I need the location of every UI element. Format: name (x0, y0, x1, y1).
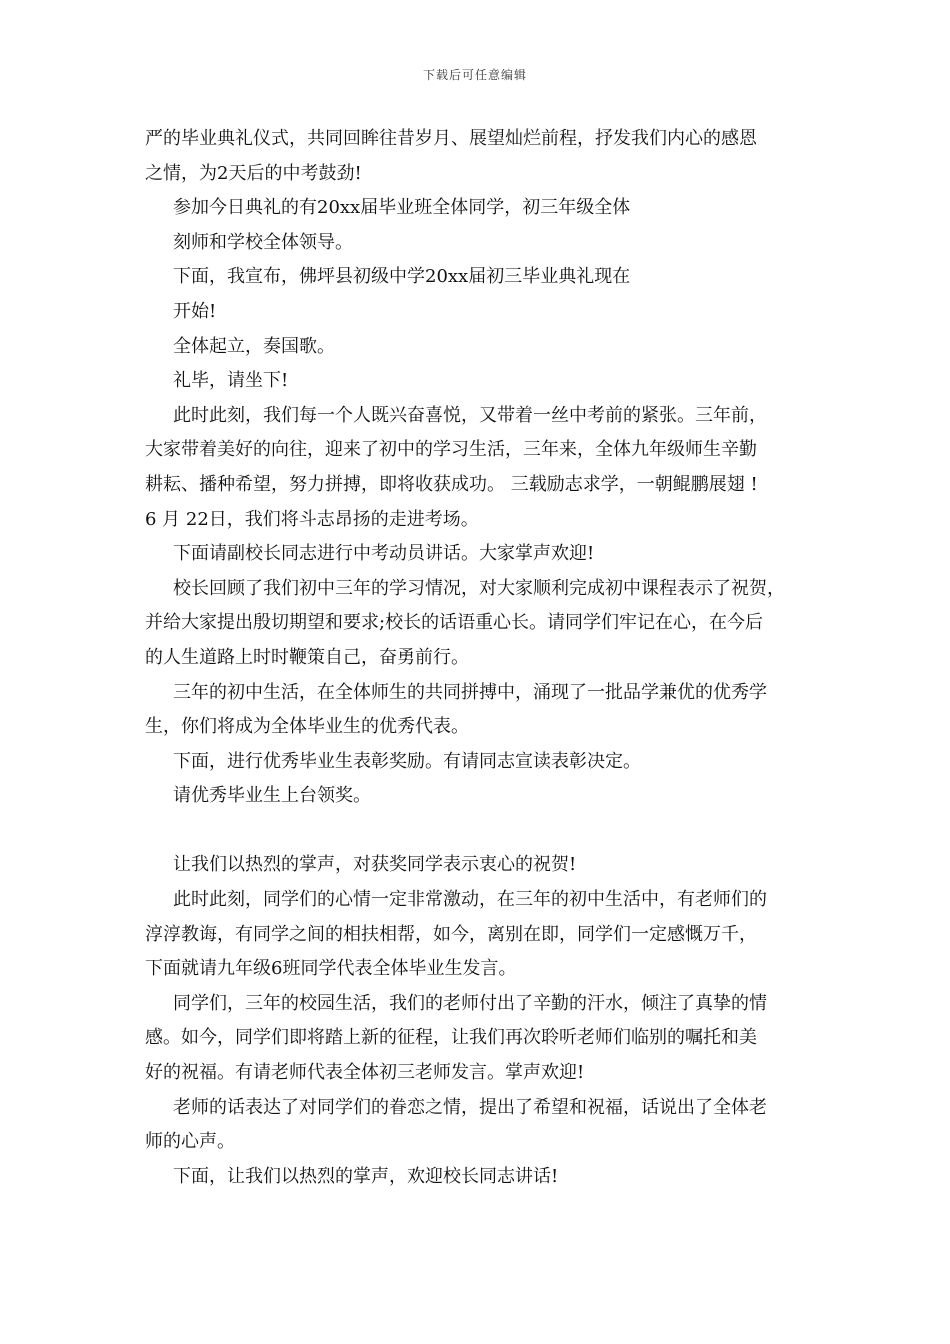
paragraph-gap (145, 814, 825, 849)
text-line: 让我们以热烈的掌声，对获奖同学表示衷心的祝贺! (173, 854, 577, 876)
text-line: 6 月 22日，我们将斗志昂扬的走进考场。 (145, 508, 479, 530)
text-line: 请优秀毕业生上台领奖。 (173, 785, 371, 807)
text-line: 此时此刻，我们每一个人既兴奋喜悦，又带着一丝中考前的紧张。三年前， (173, 404, 767, 426)
text-line: 下面，我宣布，佛坪县初级中学20xx届初三毕业典礼现在 (173, 266, 631, 288)
text-line: 严的毕业典礼仪式，共同回眸往昔岁月、展望灿烂前程，抒发我们内心的感恩 (145, 128, 757, 149)
text-line: 的人生道路上时时鞭策自己，奋勇前行。 (145, 646, 469, 668)
text-line: 开始! (173, 300, 217, 322)
text-line: 下面，进行优秀毕业生表彰奖励。有请同志宣读表彰决定。 (173, 750, 641, 772)
text-line: 此时此刻，同学们的心情一定非常激动，在三年的初中生活中，有老师们的 (173, 889, 767, 911)
document-body (145, 122, 825, 1194)
text-line: 之情，为2天后的中考鼓劲! (145, 162, 362, 184)
text-line: 耕耘、播种希望，努力拼搏，即将收获成功。 三载励志求学，一朝鲲鹏展翅 ! (145, 473, 758, 495)
text-line: 礼毕，请坐下! (173, 370, 289, 392)
text-line: 同学们，三年的校园生活，我们的老师付出了辛勤的汗水，倾注了真挚的情 (173, 992, 767, 1014)
text-line: 下面请副校长同志进行中考动员讲话。大家掌声欢迎! (173, 543, 595, 565)
page-header: 下载后可任意编辑 (422, 68, 527, 82)
text-line: 全体起立，奏国歌。 (173, 335, 335, 357)
text-line: 校长回顾了我们初中三年的学习情况，对大家顺利完成初中课程表示了祝贺， (173, 577, 785, 599)
text-line: 老师的话表达了对同学们的眷恋之情，提出了希望和祝福，话说出了全体老 (173, 1096, 767, 1118)
text-line: 三年的初中生活，在全体师生的共同拼搏中，涌现了一批品学兼优的优秀学 (173, 681, 767, 703)
text-line: 大家带着美好的向往，迎来了初中的学习生活，三年来，全体九年级师生辛勤 (145, 439, 757, 461)
text-line: 感。如今，同学们即将踏上新的征程，让我们再次聆听老师们临别的嘱托和美 (145, 1027, 757, 1049)
text-line: 淳淳教诲，有同学之间的相扶相帮，如今，离别在即，同学们一定感慨万千， (145, 923, 757, 945)
text-line: 参加今日典礼的有20xx届毕业班全体同学，初三年级全体 (173, 197, 631, 219)
text-line: 并给大家提出殷切期望和要求;校长的话语重心长。请同学们牢记在心，在今后 (145, 612, 764, 634)
text-line: 下面，让我们以热烈的掌声，欢迎校长同志讲话! (173, 1165, 559, 1187)
text-line: 生，你们将成为全体毕业生的优秀代表。 (145, 716, 469, 738)
text-line: 刻师和学校全体领导。 (173, 231, 353, 253)
text-line: 好的祝福。有请老师代表全体初三老师发言。掌声欢迎! (145, 1062, 585, 1084)
text-line: 师的心声。 (145, 1131, 235, 1153)
text-line: 下面就请九年级6班同学代表全体毕业生发言。 (145, 958, 517, 980)
